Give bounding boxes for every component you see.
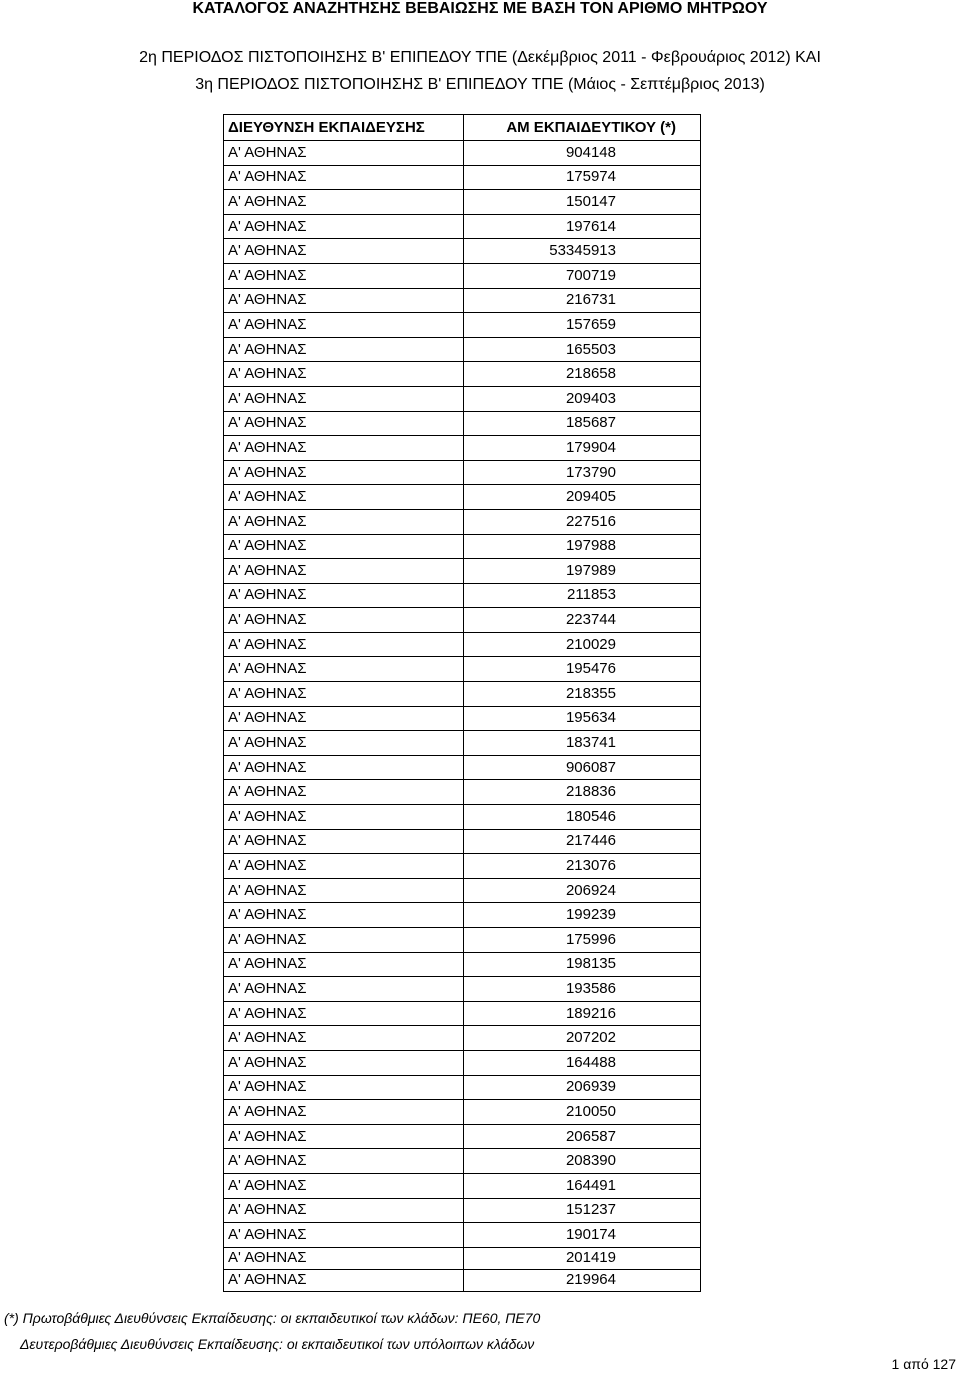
table-row (224, 1223, 701, 1248)
cell-directorate: Α' ΑΘΗΝΑΣ (224, 386, 464, 411)
cell-directorate: Α' ΑΘΗΝΑΣ (224, 1269, 464, 1291)
cell-directorate: Α' ΑΘΗΝΑΣ (224, 411, 464, 436)
cell-directorate: Α' ΑΘΗΝΑΣ (224, 952, 464, 977)
table-row (224, 362, 701, 387)
cell-directorate: Α' ΑΘΗΝΑΣ (224, 337, 464, 362)
cell-registry-number: 206587 (464, 1124, 701, 1149)
cell-registry-number: 173790 (464, 460, 701, 485)
cell-registry-number: 201419 (464, 1247, 701, 1269)
document-subtitle-line-1: 2η ΠΕΡΙΟΔΟΣ ΠΙΣΤΟΠΟΙΗΣΗΣ Β' ΕΠΙΠΕΔΟΥ ΤΠΕ (Δεκέμβριος 2011 - Φεβρουάριος 2012) ΚΑΙ (139, 49, 821, 66)
cell-registry-number: 150147 (464, 190, 701, 215)
table-row (224, 755, 701, 780)
cell-registry-number: 217446 (464, 829, 701, 854)
cell-registry-number: 219964 (464, 1269, 701, 1291)
table-row (224, 288, 701, 313)
cell-registry-number: 151237 (464, 1198, 701, 1223)
cell-registry-number: 216731 (464, 288, 701, 313)
cell-directorate: Α' ΑΘΗΝΑΣ (224, 632, 464, 657)
table-row (224, 608, 701, 633)
table-row (224, 1149, 701, 1174)
cell-directorate: Α' ΑΘΗΝΑΣ (224, 214, 464, 239)
document-title: ΚΑΤΑΛΟΓΟΣ ΑΝΑΖΗΤΗΣΗΣ ΒΕΒΑΙΩΣΗΣ ΜΕ ΒΑΣΗ ΤΟΝ ΑΡΙΘΜΟ ΜΗΤΡΩΟΥ (192, 0, 768, 17)
cell-directorate: Α' ΑΘΗΝΑΣ (224, 1001, 464, 1026)
cell-directorate: Α' ΑΘΗΝΑΣ (224, 239, 464, 264)
cell-registry-number: 199239 (464, 903, 701, 928)
cell-directorate: Α' ΑΘΗΝΑΣ (224, 780, 464, 805)
cell-directorate: Α' ΑΘΗΝΑΣ (224, 485, 464, 510)
cell-registry-number: 218355 (464, 682, 701, 707)
cell-directorate: Α' ΑΘΗΝΑΣ (224, 1075, 464, 1100)
table-row (224, 1100, 701, 1125)
cell-directorate: Α' ΑΘΗΝΑΣ (224, 436, 464, 461)
table-row (224, 190, 701, 215)
cell-directorate: Α' ΑΘΗΝΑΣ (224, 928, 464, 953)
cell-directorate: Α' ΑΘΗΝΑΣ (224, 165, 464, 190)
cell-directorate: Α' ΑΘΗΝΑΣ (224, 878, 464, 903)
cell-registry-number: 206924 (464, 878, 701, 903)
cell-directorate: Α' ΑΘΗΝΑΣ (224, 1124, 464, 1149)
cell-directorate: Α' ΑΘΗΝΑΣ (224, 288, 464, 313)
footnote-secondary: Δευτεροβάθμιες Διευθύνσεις Εκπαίδευσης: οι εκπαιδευτικοί των υπόλοιπων κλάδων (20, 1336, 535, 1352)
cell-registry-number: 165503 (464, 337, 701, 362)
document-subtitle-line-2: 3η ΠΕΡΙΟΔΟΣ ΠΙΣΤΟΠΟΙΗΣΗΣ Β' ΕΠΙΠΕΔΟΥ ΤΠΕ (Μάιος - Σεπτέμβριος 2013) (195, 76, 765, 93)
cell-registry-number: 210029 (464, 632, 701, 657)
cell-registry-number: 157659 (464, 313, 701, 338)
cell-registry-number: 195634 (464, 706, 701, 731)
table-row (224, 1198, 701, 1223)
cell-registry-number: 218836 (464, 780, 701, 805)
cell-directorate: Α' ΑΘΗΝΑΣ (224, 1026, 464, 1051)
cell-directorate: Α' ΑΘΗΝΑΣ (224, 559, 464, 584)
cell-directorate: Α' ΑΘΗΝΑΣ (224, 682, 464, 707)
cell-registry-number: 207202 (464, 1026, 701, 1051)
cell-directorate: Α' ΑΘΗΝΑΣ (224, 313, 464, 338)
cell-registry-number: 208390 (464, 1149, 701, 1174)
cell-registry-number: 197614 (464, 214, 701, 239)
table-row (224, 386, 701, 411)
table-row (224, 165, 701, 190)
cell-registry-number: 223744 (464, 608, 701, 633)
cell-registry-number: 700719 (464, 263, 701, 288)
header-registry-number: ΑΜ ΕΚΠΑΙΔΕΥΤΙΚΟΥ (*) (464, 115, 701, 141)
table-row (224, 1001, 701, 1026)
cell-directorate: Α' ΑΘΗΝΑΣ (224, 805, 464, 830)
table-row (224, 1075, 701, 1100)
cell-directorate: Α' ΑΘΗΝΑΣ (224, 141, 464, 166)
cell-directorate: Α' ΑΘΗΝΑΣ (224, 190, 464, 215)
table-row (224, 214, 701, 239)
table-row (224, 1050, 701, 1075)
cell-directorate: Α' ΑΘΗΝΑΣ (224, 263, 464, 288)
cell-registry-number: 53345913 (464, 239, 701, 264)
cell-registry-number: 206939 (464, 1075, 701, 1100)
cell-directorate: Α' ΑΘΗΝΑΣ (224, 1050, 464, 1075)
cell-registry-number: 218658 (464, 362, 701, 387)
table-row (224, 509, 701, 534)
cell-registry-number: 164488 (464, 1050, 701, 1075)
cell-directorate: Α' ΑΘΗΝΑΣ (224, 1100, 464, 1125)
results-table (223, 114, 701, 1292)
cell-registry-number: 213076 (464, 854, 701, 879)
cell-directorate: Α' ΑΘΗΝΑΣ (224, 1149, 464, 1174)
table-row (224, 928, 701, 953)
cell-registry-number: 904148 (464, 141, 701, 166)
table-row (224, 780, 701, 805)
table-row (224, 485, 701, 510)
cell-registry-number: 189216 (464, 1001, 701, 1026)
cell-registry-number: 190174 (464, 1223, 701, 1248)
cell-registry-number: 175996 (464, 928, 701, 953)
page-number: 1 από 127 (891, 1356, 956, 1372)
table-row (224, 1269, 701, 1291)
cell-directorate: Α' ΑΘΗΝΑΣ (224, 460, 464, 485)
cell-directorate: Α' ΑΘΗΝΑΣ (224, 657, 464, 682)
cell-directorate: Α' ΑΘΗΝΑΣ (224, 583, 464, 608)
cell-directorate: Α' ΑΘΗΝΑΣ (224, 731, 464, 756)
table-row (224, 878, 701, 903)
table-row (224, 731, 701, 756)
table-row (224, 460, 701, 485)
cell-directorate: Α' ΑΘΗΝΑΣ (224, 1173, 464, 1198)
cell-directorate: Α' ΑΘΗΝΑΣ (224, 854, 464, 879)
cell-registry-number: 198135 (464, 952, 701, 977)
cell-directorate: Α' ΑΘΗΝΑΣ (224, 1247, 464, 1269)
table-row (224, 313, 701, 338)
cell-directorate: Α' ΑΘΗΝΑΣ (224, 362, 464, 387)
cell-registry-number: 164491 (464, 1173, 701, 1198)
cell-registry-number: 211853 (464, 583, 701, 608)
cell-registry-number: 197989 (464, 559, 701, 584)
cell-registry-number: 197988 (464, 534, 701, 559)
table-row (224, 1247, 701, 1269)
cell-registry-number: 179904 (464, 436, 701, 461)
table-header-row (224, 115, 701, 141)
table-row (224, 411, 701, 436)
table-row (224, 436, 701, 461)
cell-registry-number: 180546 (464, 805, 701, 830)
table-row (224, 337, 701, 362)
table-row (224, 239, 701, 264)
table-row (224, 706, 701, 731)
table-body (224, 141, 701, 1292)
table-row (224, 977, 701, 1002)
table-row (224, 583, 701, 608)
cell-directorate: Α' ΑΘΗΝΑΣ (224, 1223, 464, 1248)
table-row (224, 141, 701, 166)
table-row (224, 829, 701, 854)
table-row (224, 657, 701, 682)
cell-directorate: Α' ΑΘΗΝΑΣ (224, 977, 464, 1002)
table-row (224, 1026, 701, 1051)
results-table-container (223, 114, 701, 1292)
table-row (224, 952, 701, 977)
cell-directorate: Α' ΑΘΗΝΑΣ (224, 706, 464, 731)
table-row (224, 632, 701, 657)
cell-directorate: Α' ΑΘΗΝΑΣ (224, 1198, 464, 1223)
table-row (224, 805, 701, 830)
table-row (224, 1124, 701, 1149)
cell-registry-number: 175974 (464, 165, 701, 190)
table-row (224, 263, 701, 288)
footnote-primary: (*) Πρωτοβάθμιες Διευθύνσεις Εκπαίδευσης: οι εκπαιδευτικοί των κλάδων: ΠΕ60, ΠΕ70 (4, 1310, 541, 1326)
cell-registry-number: 209403 (464, 386, 701, 411)
cell-registry-number: 193586 (464, 977, 701, 1002)
table-row (224, 559, 701, 584)
cell-registry-number: 210050 (464, 1100, 701, 1125)
cell-registry-number: 195476 (464, 657, 701, 682)
header-directorate: ΔΙΕΥΘΥΝΣΗ ΕΚΠΑΙΔΕΥΣΗΣ (224, 115, 464, 141)
cell-registry-number: 227516 (464, 509, 701, 534)
cell-directorate: Α' ΑΘΗΝΑΣ (224, 903, 464, 928)
cell-registry-number: 209405 (464, 485, 701, 510)
table-row (224, 534, 701, 559)
table-row (224, 854, 701, 879)
cell-registry-number: 906087 (464, 755, 701, 780)
cell-directorate: Α' ΑΘΗΝΑΣ (224, 829, 464, 854)
cell-directorate: Α' ΑΘΗΝΑΣ (224, 608, 464, 633)
cell-registry-number: 185687 (464, 411, 701, 436)
cell-registry-number: 183741 (464, 731, 701, 756)
table-row (224, 903, 701, 928)
cell-directorate: Α' ΑΘΗΝΑΣ (224, 534, 464, 559)
cell-directorate: Α' ΑΘΗΝΑΣ (224, 509, 464, 534)
table-row (224, 1173, 701, 1198)
cell-directorate: Α' ΑΘΗΝΑΣ (224, 755, 464, 780)
table-row (224, 682, 701, 707)
